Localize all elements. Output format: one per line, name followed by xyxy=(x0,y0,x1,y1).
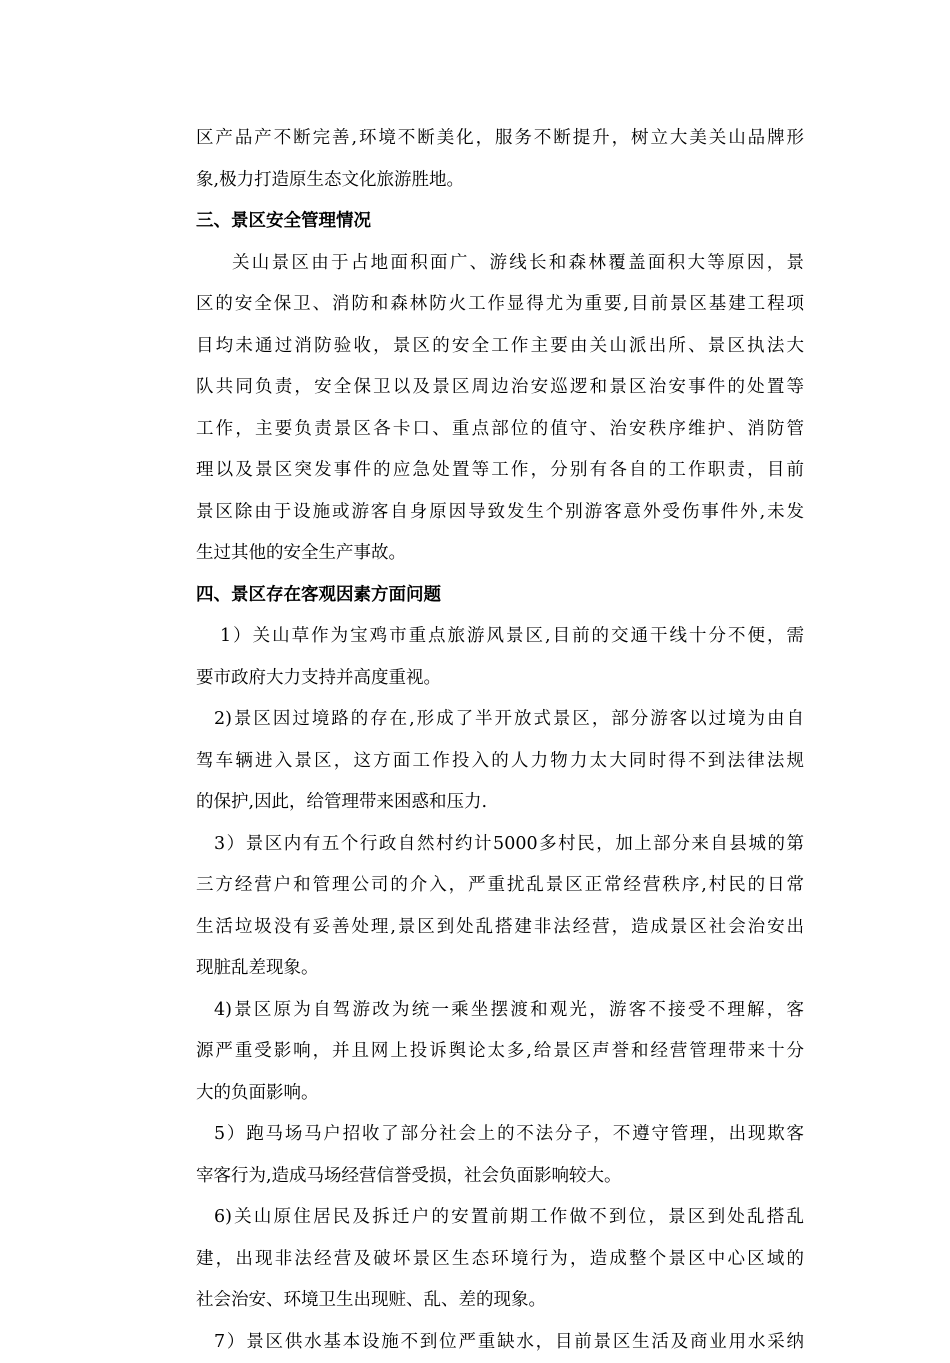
text-line: 大的负面影响。 xyxy=(196,1073,804,1115)
text-line: 6)关山原住居民及拆迁户的安置前期工作做不到位，景区到处乱搭乱 xyxy=(196,1197,804,1239)
text-line: 区产品产不断完善,环境不断美化，服务不断提升，树立大美关山品牌形 xyxy=(196,118,804,160)
text-line: 1）关山草作为宝鸡市重点旅游风景区,目前的交通干线十分不便，需 xyxy=(196,616,804,658)
text-line: 驾车辆进入景区，这方面工作投入的人力物力太大同时得不到法律法规 xyxy=(196,741,804,783)
section-heading: 三、景区安全管理情况 xyxy=(196,201,804,243)
text-line: 区的安全保卫、消防和森林防火工作显得尤为重要,目前景区基建工程项 xyxy=(196,284,804,326)
text-line: 社会治安、环境卫生出现赃、乱、差的现象。 xyxy=(196,1280,804,1322)
text-line: 目均未通过消防验收，景区的安全工作主要由关山派出所、景区执法大 xyxy=(196,326,804,368)
text-line: 象,极力打造原生态文化旅游胜地。 xyxy=(196,160,804,202)
text-line: 源严重受影响，并且网上投诉舆论太多,给景区声誉和经营管理带来十分 xyxy=(196,1031,804,1073)
text-line: 3）景区内有五个行政自然村约计5000多村民，加上部分来自县城的第 xyxy=(196,824,804,866)
text-line: 队共同负责，安全保卫以及景区周边治安巡逻和景区治安事件的处置等 xyxy=(196,367,804,409)
text-line: 生活垃圾没有妥善处理,景区到处乱搭建非法经营，造成景区社会治安出 xyxy=(196,907,804,949)
text-line: 生过其他的安全生产事故。 xyxy=(196,533,804,575)
text-line: 7）景区供水基本设施不到位严重缺水，目前景区生活及商业用水采纳 xyxy=(196,1322,804,1363)
text-line: 三方经营户和管理公司的介入，严重扰乱景区正常经营秩序,村民的日常 xyxy=(196,865,804,907)
text-line: 宰客行为,造成马场经营信誉受损，社会负面影响较大。 xyxy=(196,1156,804,1198)
text-line: 现脏乱差现象。 xyxy=(196,948,804,990)
document-page xyxy=(196,118,804,1363)
text-line: 建，出现非法经营及破坏景区生态环境行为，造成整个景区中心区域的 xyxy=(196,1239,804,1281)
text-line: 要市政府大力支持并高度重视。 xyxy=(196,658,804,700)
text-line: 2)景区因过境路的存在,形成了半开放式景区，部分游客以过境为由自 xyxy=(196,699,804,741)
text-line: 景区除由于设施或游客自身原因导致发生个别游客意外受伤事件外,未发 xyxy=(196,492,804,534)
text-line: 关山景区由于占地面积面广、游线长和森林覆盖面积大等原因，景 xyxy=(196,243,804,285)
text-line: 的保护,因此，给管理带来困惑和压力. xyxy=(196,782,804,824)
section-heading: 四、景区存在客观因素方面问题 xyxy=(196,575,804,617)
text-line: 理以及景区突发事件的应急处置等工作，分别有各自的工作职责，目前 xyxy=(196,450,804,492)
text-line: 工作，主要负责景区各卡口、重点部位的值守、治安秩序维护、消防管 xyxy=(196,409,804,451)
text-line: 5）跑马场马户招收了部分社会上的不法分子，不遵守管理，出现欺客 xyxy=(196,1114,804,1156)
text-line: 4)景区原为自驾游改为统一乘坐摆渡和观光，游客不接受不理解，客 xyxy=(196,990,804,1032)
